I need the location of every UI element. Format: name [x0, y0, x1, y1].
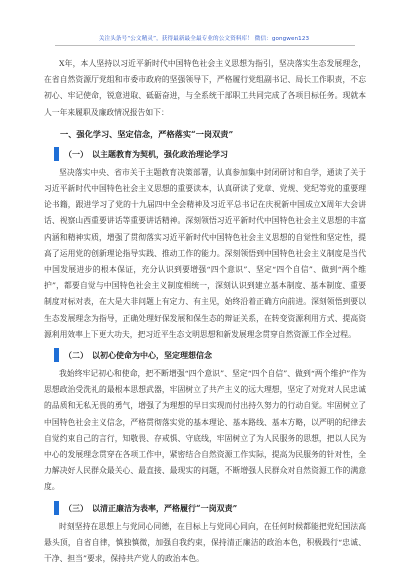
subsection-3-clip — [44, 519, 366, 564]
subsection-title: 以主题教育为契机，强化政治理论学习 — [92, 148, 228, 159]
subsection-title: 以清正廉洁为表率，严格履行“一岗双责” — [92, 502, 238, 513]
header-divider — [55, 45, 355, 46]
report-body — [44, 56, 366, 564]
heading-accent-bar — [54, 147, 59, 161]
subsection-number: （三） — [64, 502, 88, 513]
heading-accent-bar — [54, 348, 59, 362]
subsection-number: （二） — [64, 350, 88, 361]
subsection-title: 以初心使命为中心，坚定理想信念 — [92, 350, 212, 361]
subsection-2-paragraph: 我始终牢记初心和使命，把不断增强“四个意识”、坚定“四个自信”、做到“两个维护”作为思想政治受洗礼的最根本思想武器，牢固树立了共产主义的远大理想，坚定了对党对人民忠诚的品质和无私无畏的勇气，增强了为理想的早日实现而付出持久努力的行动自觉。牢固树立了中国特色社会主义信念，严格贯彻落实党的基本理论、基本路线、基本方略，以严明的纪律去自觉约束自己的言行，知敬畏、存戒惧、守底线，牢固树立了为人民服务的思想，把以人民为中心的发展理念贯穿在各项工作中，紧密结合自然资源工作实际，提高为民服务的针对性，全力解决好人民群众最关心、最直接、最现实的问题，不断增强人民群众对自然资源工作的满意度。 — [44, 369, 366, 492]
subsection-number: （一） — [64, 148, 88, 159]
heading-accent-bar — [54, 501, 59, 515]
subsection-1-heading — [54, 147, 366, 161]
subsection-2-heading — [54, 348, 366, 362]
intro-paragraph: X年，本人坚持以习近平新时代中国特色社会主义思想为指引，坚决落实生态发展理念，在省自然资源厅党组和市委市政府的坚强领导下，严格履行党组副书记、局长工作职责，不忘初心、牢记使命，锐意进取、砥砺奋进，与全系统干部职工共同完成了各项目标任务。现就本人一年来履职及廉政情况报告如下： — [44, 59, 366, 117]
section-1-heading: 一、强化学习、坚定信念，严格落实“一岗双责” — [60, 128, 234, 139]
subsection-3-paragraph: 时刻坚持在思想上与党同心同德，在目标上与党同心同向，在任何时候都能把党纪国法高悬头顶，自省自律，慎独慎微，加强自我约束，保持清正廉洁的政治本色，积极践行“忠诚、干净、担当”要求，保持共产党人的政治本色。 — [44, 521, 366, 564]
subsection-1-paragraph: 坚决落实中央、省市关于主题教育决策部署，认真参加集中封闭研讨和自学，通读了关于习近平新时代中国特色社会主义思想的重要读本，认真研读了党章、党规、党纪等党的重要理论书籍，跟进学习了党的十九届四中全会精神及习近平总书记在庆祝新中国成立X周年大会讲话、视察山西重要讲话等重要讲话精神。深刻领悟习近平新时代中国特色社会主义思想的丰富内涵和精神实质，增强了贯彻落实习近平新时代中国特色社会主义思想的自觉性和坚定性，提高了运用党的创新理论指导实践、推动工作的能力。深刻领悟到中国特色社会主义制度是当代中国发展进步的根本保证，充分认识到要增强“四个意识”、坚定“四个自信”、做到“两个维护”，都要自觉与中国特色社会主义制度相统一，深刻认识到建立基本制度、基本制度、重要制度对标对表，在大是大非问题上有定力、有主见，始终沿着正确方向前进。深刻领悟到要以生态发展理念为指导，正确处理好保发展和保生态的辩证关系，在转变资源利用方式、提高资源利用效率上下更大功夫，把习近平生态文明思想和新发展理念贯穿自然资源工作全过程。 — [44, 167, 366, 339]
promo-banner: 关注头条号“公文精灵”，获得最新最全最专业的公文资料库！ 微信：gongwen123 — [98, 36, 310, 42]
subsection-3-heading — [54, 501, 366, 515]
